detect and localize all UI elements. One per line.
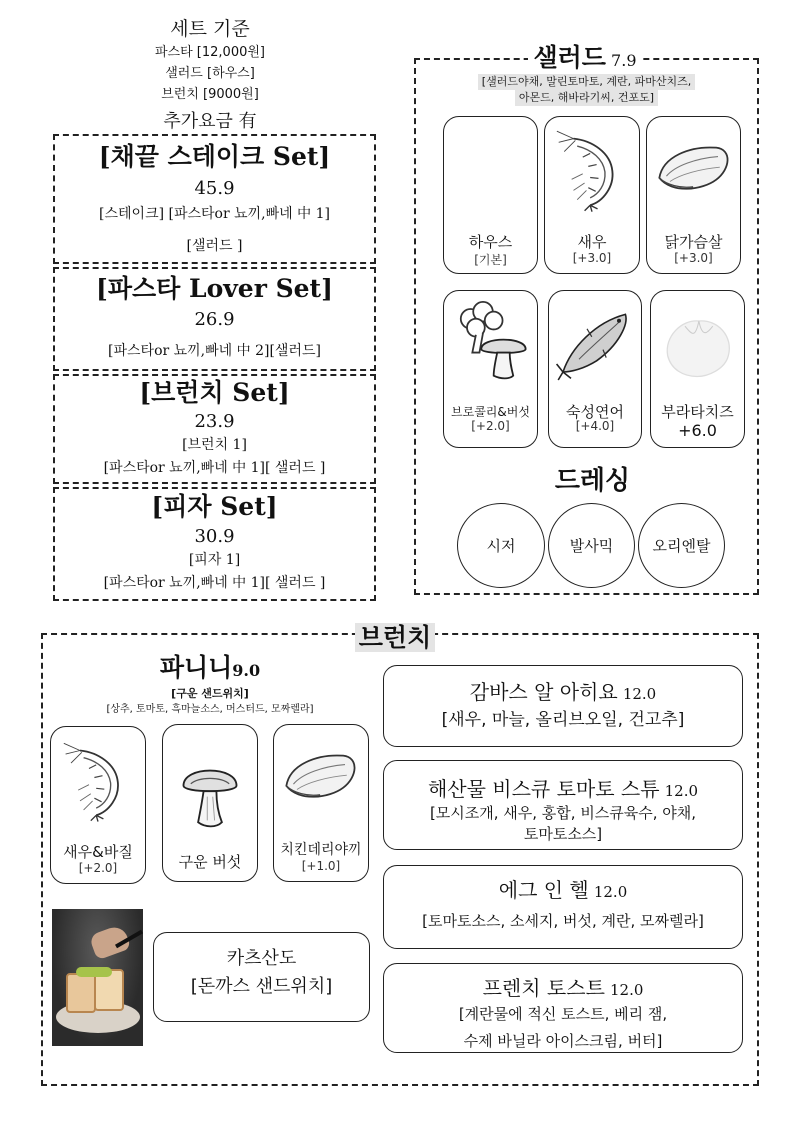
salad-header [460, 38, 710, 74]
set-line: [샐러드 ] [186, 238, 243, 254]
option-price: [+4.0] [575, 419, 615, 433]
salad-option-house[interactable] [443, 116, 538, 274]
set-line: [스테이크] [파스타or 뇨끼,빠네 中 1] [99, 206, 330, 222]
option-name: 새우&바질 [63, 843, 133, 861]
dressing-balsamic[interactable]: 발사믹 [548, 503, 635, 588]
katsu-sando-card[interactable] [153, 932, 370, 1022]
item-name: 감바스 알 아히요 [469, 680, 618, 704]
option-price: [+2.0] [471, 419, 510, 433]
item-desc: [모시조개, 새우, 홍합, 비스큐육수, 야채, [429, 804, 697, 822]
set-info-line: 파스타 [12,000원] [155, 45, 265, 60]
set-title: [브런치 Set] [139, 378, 290, 407]
item-price: 12.0 [609, 981, 644, 999]
salad-price: 7.9 [611, 51, 637, 70]
option-price: +6.0 [678, 421, 717, 440]
set-info-line: 브런치 [9000원] [161, 87, 259, 102]
mushroom-icon [178, 755, 242, 831]
option-price: [+3.0] [572, 251, 612, 265]
item-price: 12.0 [593, 883, 628, 901]
option-price: [+2.0] [78, 861, 118, 875]
option-price: [기본] [474, 253, 507, 267]
item-desc: [새우, 마늘, 올리브오일, 건고추] [441, 710, 685, 730]
brunch-item-gambas[interactable] [383, 665, 743, 747]
option-name: 구운 버섯 [178, 853, 242, 871]
panini-option-chicken-teriyaki[interactable] [273, 724, 369, 882]
option-price: [+3.0] [674, 251, 713, 265]
chicken-breast-icon [654, 139, 734, 199]
item-desc: [계란물에 적신 토스트, 베리 잼, [458, 1005, 668, 1023]
set-box-pizza [53, 487, 376, 601]
set-price: 26.9 [194, 309, 235, 330]
set-title: [채끝 스테이크 Set] [98, 142, 331, 171]
burrata-icon [659, 311, 737, 383]
katsu-sando-photo [52, 909, 143, 1046]
set-price: 30.9 [194, 526, 235, 547]
item-name: 에그 인 헬 [498, 878, 589, 902]
set-line: [피자 1] [188, 552, 241, 568]
set-info [120, 16, 300, 139]
set-info-line: 샐러드 [하우스] [165, 66, 255, 81]
set-line: [파스타or 뇨끼,빠네 中 1][ 샐러드 ] [103, 460, 326, 476]
option-price: [+1.0] [301, 859, 341, 873]
panini-subtitle: [구운 샌드위치] [171, 687, 249, 700]
item-desc: 토마토소스] [523, 825, 603, 843]
set-box-steak [53, 134, 376, 264]
salmon-icon [555, 301, 635, 387]
option-name: 닭가슴살 [664, 233, 723, 251]
set-info-title: 세트 기준 [170, 18, 250, 40]
katsu-desc: [돈까스 샌드위치] [190, 976, 333, 997]
option-name: 브로콜리&버섯 [451, 405, 530, 419]
item-name: 프렌치 토스트 [482, 976, 605, 1000]
item-price: 12.0 [664, 782, 699, 800]
salad-desc-line: [샐러드야채, 말린토마토, 계란, 파마산치즈, [478, 74, 695, 90]
salad-option-chicken[interactable] [646, 116, 741, 274]
panini-header [50, 648, 370, 718]
shrimp-icon [62, 737, 134, 827]
salad-option-salmon[interactable] [548, 290, 642, 448]
panini-title: 파니니 [159, 653, 233, 682]
panini-desc: [상추, 토마토, 흑마늘소스, 머스터드, 모짜렐라] [106, 704, 314, 715]
set-line: [브런치 1] [182, 437, 247, 453]
item-name: 해산물 비스큐 토마토 스튜 [427, 777, 660, 801]
item-desc: 수제 바닐라 아이스크림, 버터] [463, 1032, 663, 1050]
panini-option-mushroom[interactable] [162, 724, 258, 882]
set-box-brunch [53, 374, 376, 484]
brunch-title: 브런치 [355, 623, 435, 652]
broccoli-mushroom-icon [451, 299, 531, 383]
dressing-caesar[interactable]: 시저 [457, 503, 545, 588]
set-title: [파스타 Lover Set] [96, 274, 333, 303]
dressing-oriental[interactable]: 오리엔탈 [638, 503, 725, 588]
brunch-item-french-toast[interactable] [383, 963, 743, 1053]
option-name: 새우 [577, 233, 607, 251]
brunch-item-egg-in-hell[interactable] [383, 865, 743, 949]
option-name: 치킨데리야끼 [280, 842, 362, 858]
item-price: 12.0 [622, 685, 657, 703]
set-price: 45.9 [194, 178, 235, 199]
panini-option-shrimp-basil[interactable] [50, 726, 146, 884]
dressing-title: 드레싱 [554, 466, 631, 496]
option-name: 부라타치즈 [661, 403, 734, 421]
set-line: [파스타or 뇨끼,빠네 中 1][ 샐러드 ] [103, 575, 326, 591]
salad-desc-line: 아몬드, 해바라기씨, 건포도] [515, 90, 658, 106]
option-name: 하우스 [468, 233, 513, 251]
item-desc: [토마토소스, 소세지, 버섯, 계란, 모짜렐라] [422, 912, 704, 930]
set-info-extra: 추가요금 有 [163, 111, 257, 132]
brunch-item-bisque-stew[interactable] [383, 760, 743, 850]
shrimp-icon [555, 125, 629, 217]
salad-option-burrata[interactable] [650, 290, 745, 448]
option-name: 숙성연어 [566, 403, 624, 421]
set-title: [피자 Set] [151, 492, 278, 521]
salad-title: 샐러드 [533, 43, 606, 72]
salad-option-broccoli-mushroom[interactable] [443, 290, 538, 448]
chicken-breast-icon [281, 747, 361, 807]
set-price: 23.9 [194, 411, 235, 432]
panini-price: 9.0 [232, 661, 261, 680]
salad-desc [420, 74, 753, 106]
set-line: [파스타or 뇨끼,빠네 中 2][샐러드] [108, 343, 321, 359]
set-box-pasta-lover [53, 267, 376, 371]
katsu-name: 카츠산도 [226, 948, 297, 969]
salad-option-shrimp[interactable] [544, 116, 640, 274]
